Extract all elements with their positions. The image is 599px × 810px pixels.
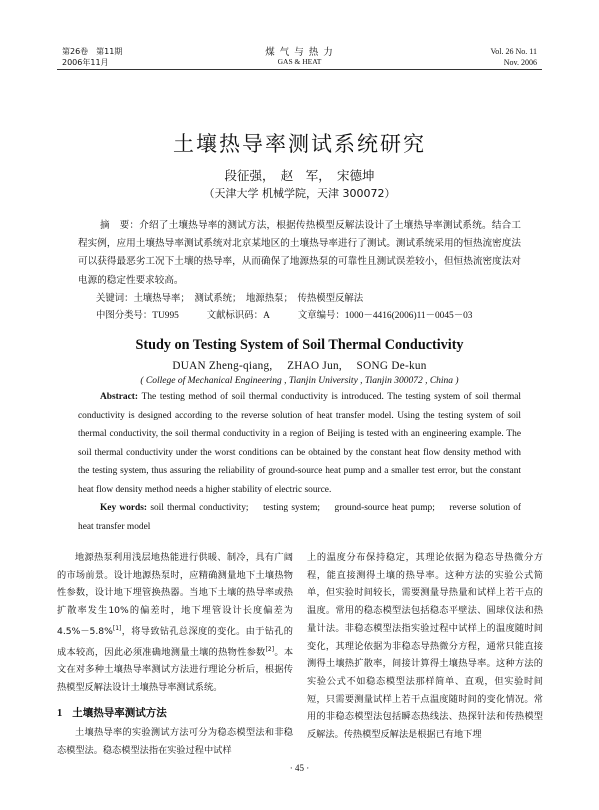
header-journal-en: GAS & HEAT bbox=[277, 57, 322, 66]
keywords-en bbox=[78, 499, 521, 536]
doc-code-value: A bbox=[263, 311, 270, 321]
abstract-cn-text: 介绍了土壤热导率的测试方法，根据传热模型反解法设计了土壤热导率测试系统。结合工程实例，应用土壤热导率测试系统对北京某地区的土壤热导率进行了测试。测试系统采用的恒热流密度法可以获得最恶劣工况下土壤的热导率，从而确保了地源热泵的可靠性且测试误差较小，但恒热流密度法对电源的稳定性要求较高。 bbox=[78, 220, 522, 286]
affiliation-en: ( College of Mechanical Engineering , Tianjin University , Tianjin 300072 , China ) bbox=[140, 376, 459, 386]
header-journal-cn: 煤 气 与 热 力 bbox=[265, 47, 334, 58]
header-volume-en: Vol. 26 No. 11 bbox=[490, 47, 537, 56]
classification-cn bbox=[96, 307, 472, 325]
reference-1: [1] bbox=[112, 624, 122, 632]
page-number: · 45 · bbox=[289, 763, 310, 773]
authors-en: DUAN Zheng-qiang, ZHAO Jun, SONG De-kun bbox=[172, 360, 427, 372]
affiliation-cn: （天津大学 机械学院，天津 300072） bbox=[203, 187, 396, 200]
abstract-cn-label: 摘 要： bbox=[100, 220, 140, 231]
clc-label: 中图分类号： bbox=[96, 310, 153, 321]
section-1-number: 1 bbox=[57, 708, 63, 719]
clc-value: TU995 bbox=[152, 311, 179, 321]
body-left-paragraph-2: 土壤热导率的实验测试方法可分为稳态模型法和非稳态模型法。稳态模型法指在实验过程中试样 bbox=[57, 727, 293, 756]
abstract-en-label: Abstract: bbox=[100, 392, 139, 402]
body-text-1c: 。本文在对多种土壤热导率测试方法进行理论分析后，根据传热模型反解法设计土壤热导率测试系统。 bbox=[57, 646, 294, 694]
header-date-cn: 2006年11月 bbox=[62, 58, 109, 67]
keywords-en-label: Key words: bbox=[100, 503, 148, 513]
abstract-cn bbox=[78, 217, 521, 290]
doc-code-label: 文献标识码： bbox=[206, 310, 264, 321]
keywords-cn-label: 关键词： bbox=[96, 293, 134, 304]
header-volume-cn: 第26卷 第11期 bbox=[62, 47, 123, 56]
authors-cn: 段征强， 赵 军， 宋德坤 bbox=[224, 168, 375, 183]
header-rule bbox=[57, 69, 542, 70]
keywords-en-text: soil thermal conductivity; testing system; ground-source heat pump; reverse solution of heat transfer model bbox=[78, 503, 522, 532]
article-no-label: 文章编号： bbox=[297, 310, 345, 321]
abstract-en bbox=[78, 388, 521, 500]
body-text-1b: ，将导致钻孔总深度的变化。由于钻孔的成本较高，因此必须准确地测量土壤的热物性参数 bbox=[57, 625, 293, 658]
keywords-cn-text: 土壤热导率； 测试系统； 地源热泵； 传热模型反解法 bbox=[133, 293, 364, 304]
body-left-paragraph-1 bbox=[57, 549, 293, 697]
keywords-cn bbox=[96, 290, 363, 307]
body-text-1: 地源热泵利用浅层地热能进行供暖、制冷，具有广阔的市场前景。设计地源热泵时，应精确测量地下土壤热物性参数，设计地下埋管换热器。当地下土壤的热导率或热扩散率发生10%的偏差时，地下埋管设计长度偏差为4.5%－5.8% bbox=[57, 552, 293, 637]
title-en: Study on Testing System of Soil Thermal Conductivity bbox=[135, 337, 464, 353]
section-1-heading bbox=[57, 705, 167, 720]
header-date-en: Nov. 2006 bbox=[503, 58, 537, 67]
abstract-en-text: The testing method of soil thermal conductivity is introduced. The testing system of soil thermal conductivity is designed according to the reverse solution of heat transfer model. Using the testing system of soil thermal conductivity, the soil thermal conductivity in a region of Beijing is tested with an engineering example. The soil thermal conductivity under the worst conditions can be obtained by the constant heat flow density method with the testing system, thus assuring the reliability of ground-source heat pump and a smaller test error, but the constant heat flow density method needs a higher stability of electric source. bbox=[78, 392, 522, 495]
reference-2: [2] bbox=[265, 645, 275, 653]
section-1-title: 土壤热导率测试方法 bbox=[72, 707, 167, 719]
title-cn: 土壤热导率测试系统研究 bbox=[173, 132, 426, 156]
body-right-paragraph: 上的温度分布保持稳定，其理论依据为稳态导热微分方程，能直接测得土壤的热导率。这种方法的实验公式简单，但实验时间较长，需要测量导热量和试样上若干点的温度。常用的稳态模型法包括稳态平壁法、圆球仪法和热量计法。非稳态模型法指实验过程中试样上的温度随时间变化，其理论依据为非稳态导热微分方程，通常只能直接测得土壤热扩散率，间接计算得土壤热导率。这种方法的实验公式不如稳态模型法那样简单、直观，但实验时间短，只需要测量试样上若干点温度随时间的变化情况。常用的非稳态模型法包括瞬态热线法、热探针法和传热模型反解法。传热模型反解法是根据已有地下埋 bbox=[307, 552, 543, 741]
article-no-value: 1000－4416(2006)11－0045－03 bbox=[344, 311, 473, 321]
